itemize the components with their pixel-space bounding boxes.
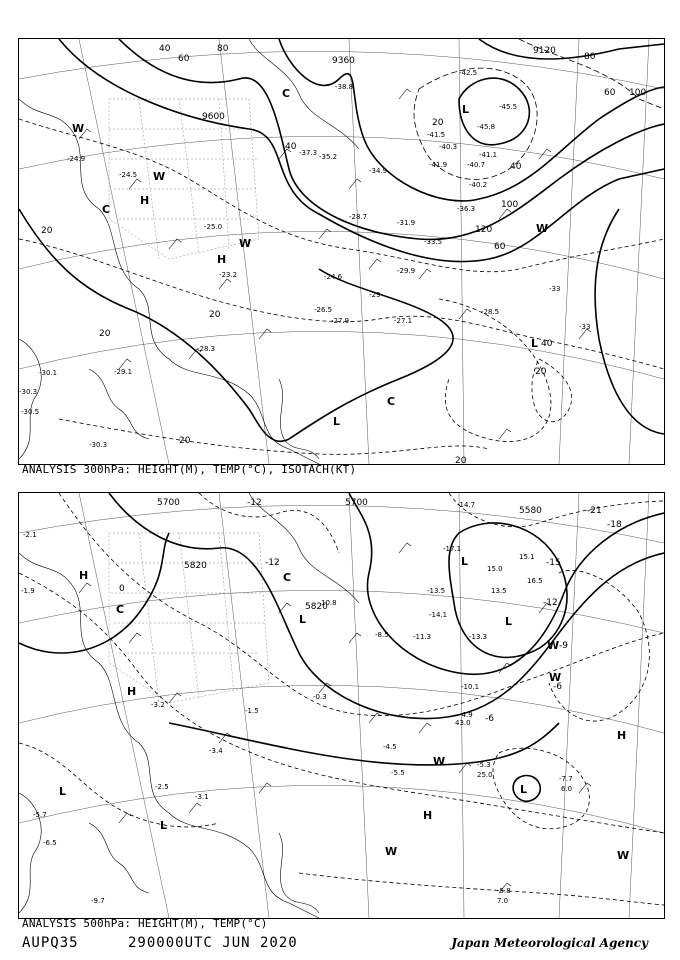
- temp-value: -30.1: [39, 369, 58, 377]
- warm-center: W: [72, 122, 85, 135]
- height-label: 9120: [533, 46, 556, 56]
- low-center: L: [333, 415, 341, 428]
- map-500hpa-canvas: [19, 493, 664, 918]
- temp-contour-label: -18: [607, 520, 622, 530]
- temp-value: -28.5: [481, 308, 500, 316]
- temp-value: -26.5: [314, 306, 333, 314]
- isotach-label: 40: [510, 162, 522, 172]
- coastlines: [19, 493, 359, 918]
- isotach-labels: [41, 44, 646, 464]
- high-center: H: [617, 729, 627, 742]
- wind-barbs: [79, 89, 591, 439]
- isotach-label: 40: [541, 339, 553, 349]
- temp-value: -33.5: [424, 238, 443, 246]
- temp-value: -11.3: [413, 633, 432, 641]
- warm-center: W: [549, 671, 562, 684]
- warm-center: W: [385, 845, 398, 858]
- temp-value: -2.1: [23, 531, 37, 539]
- temp-value: -27.9: [331, 317, 350, 325]
- temp-value: -7.7: [559, 775, 573, 783]
- isotach-label: 40: [159, 44, 171, 54]
- isotach-label: 20: [209, 310, 221, 320]
- isotach-label: 60: [494, 242, 506, 252]
- temp-contour-label: -6: [485, 714, 494, 724]
- isotach-label: 60: [178, 54, 190, 64]
- temp-value: -40.3: [439, 143, 458, 151]
- high-center: H: [423, 809, 433, 822]
- temp-value: -0.3: [313, 693, 327, 701]
- warm-center: W: [433, 755, 446, 768]
- temp-value: 13.5: [491, 587, 507, 595]
- temp-value: -17.1: [443, 545, 462, 553]
- temp-value: 7.0: [497, 897, 509, 905]
- temp-value: -13.5: [427, 587, 446, 595]
- map-300hpa-canvas: [19, 39, 664, 464]
- map-300hpa: [18, 38, 665, 465]
- temp-value: -30.5: [21, 408, 40, 416]
- low-center: L: [505, 615, 513, 628]
- temp-value: -5.7: [33, 811, 47, 819]
- high-center: H: [79, 569, 89, 582]
- isotach-label: 60: [604, 88, 616, 98]
- map-500hpa-caption: ANALYSIS 500hPa: HEIGHT(M), TEMP(°C): [22, 917, 268, 930]
- height-contours: [19, 39, 664, 441]
- temp-value: 15.1: [519, 553, 535, 561]
- temp-value: 10.8: [321, 599, 337, 607]
- low-center: L: [520, 783, 528, 796]
- warm-center: W: [547, 639, 560, 652]
- low-center: L: [461, 555, 469, 568]
- agency-name: Japan Meteorological Agency: [451, 936, 648, 950]
- temp-value: -25.0: [204, 223, 223, 231]
- temperature-contours: [19, 493, 664, 905]
- isotach-label: 20: [455, 456, 467, 464]
- height-label: 5700: [157, 498, 180, 508]
- temp-contour-label: -15: [546, 558, 561, 568]
- temp-value: -24.6: [324, 273, 343, 281]
- temp-value: -27.1: [394, 317, 413, 325]
- map-500hpa: [18, 492, 665, 919]
- isotach-label: 100: [501, 200, 519, 210]
- temp-value: -33: [549, 285, 561, 293]
- temp-value: -31.9: [397, 219, 416, 227]
- temp-value: -34.9: [369, 167, 388, 175]
- warm-center: W: [536, 222, 549, 235]
- isotach-label: 100: [629, 88, 647, 98]
- temp-value: -3.4: [209, 747, 223, 755]
- temp-value: -29.1: [114, 368, 133, 376]
- temp-contour-label: 0: [119, 584, 125, 594]
- temp-value: -24.9: [67, 155, 86, 163]
- temp-value: -30.3: [89, 441, 108, 449]
- temp-contour-label: -12: [247, 498, 262, 508]
- low-center: L: [462, 103, 470, 116]
- temp-value: -33: [579, 323, 591, 331]
- temp-value: -13.3: [469, 633, 488, 641]
- temp-value: -28.7: [349, 213, 368, 221]
- wind-barbs: [79, 543, 591, 893]
- temp-value: -42.5: [459, 69, 478, 77]
- high-center: H: [140, 194, 150, 207]
- temp-contour-label: -12: [543, 598, 558, 608]
- temp-value: -2.5: [155, 783, 169, 791]
- temp-value: -45.5: [499, 103, 518, 111]
- temp-contour-label: -9: [559, 641, 568, 651]
- temp-value: -5.3: [477, 761, 491, 769]
- cold-center: C: [282, 87, 291, 100]
- warm-center: W: [239, 237, 252, 250]
- temp-value: -30.3: [19, 388, 38, 396]
- isotach-label: 80: [584, 52, 596, 62]
- temp-value: -10.1: [461, 683, 480, 691]
- temp-value: -41.1: [479, 151, 498, 159]
- temp-value: -29.9: [397, 267, 416, 275]
- temp-value: -8.5: [375, 631, 389, 639]
- cold-center: C: [283, 571, 292, 584]
- warm-center: W: [617, 849, 630, 862]
- temp-value: -36.3: [457, 205, 476, 213]
- high-center: H: [217, 253, 227, 266]
- temp-value: -1.5: [245, 707, 259, 715]
- pressure-centers: [72, 87, 548, 428]
- temp-value: -9.7: [91, 897, 105, 905]
- warm-center: W: [153, 170, 166, 183]
- temp-contour-label: -6: [553, 682, 562, 692]
- height-label: 5700: [345, 498, 368, 508]
- temp-value: -28.3: [197, 345, 216, 353]
- temp-value: -45.8: [477, 123, 496, 131]
- temp-value: -5.5: [391, 769, 405, 777]
- temp-value: -35.2: [319, 153, 338, 161]
- coastlines: [19, 39, 359, 464]
- low-center: L: [299, 613, 307, 626]
- temperature-contours: [19, 39, 664, 454]
- height-label: 5580: [519, 506, 542, 516]
- temp-value: -3.2: [151, 701, 165, 709]
- station-temperatures: [19, 69, 590, 449]
- height-label: 9600: [202, 112, 225, 122]
- temp-value: 15.0: [487, 565, 503, 573]
- temp-value: 16.5: [527, 577, 543, 585]
- temp-value: -1.9: [21, 587, 35, 595]
- temp-contour-label: -12: [265, 558, 280, 568]
- height-label: 9360: [332, 56, 355, 66]
- height-label: 5820: [184, 561, 207, 571]
- temp-value: -29: [369, 291, 381, 299]
- isotach-label: 120: [475, 225, 493, 235]
- low-center: L: [59, 785, 67, 798]
- isotach-label: 20: [41, 226, 53, 236]
- cold-center: C: [116, 603, 125, 616]
- temp-value: 25.0: [477, 771, 493, 779]
- temp-value: -37.3: [299, 149, 318, 157]
- valid-time: 290000UTC JUN 2020: [128, 935, 298, 951]
- high-center: H: [127, 685, 137, 698]
- low-center: L: [160, 819, 168, 832]
- temp-value: -38.8: [335, 83, 354, 91]
- isotach-label: 20: [99, 329, 111, 339]
- temp-value: -3.1: [195, 793, 209, 801]
- product-code: AUPQ35: [22, 935, 79, 951]
- map-300hpa-caption: ANALYSIS 300hPa: HEIGHT(M), TEMP(°C), ISOTACH(KT): [22, 463, 357, 476]
- temp-value: -23.2: [219, 271, 238, 279]
- height-label: 5820: [305, 602, 328, 612]
- temp-value: -6.5: [43, 839, 57, 847]
- low-center: L: [531, 337, 539, 350]
- cold-center: C: [387, 395, 396, 408]
- isotach-label: 20: [535, 367, 547, 377]
- temp-value: -4.5: [383, 743, 397, 751]
- hatched-region: [109, 99, 259, 259]
- temp-value: -4.9: [459, 711, 473, 719]
- temp-contour-label: -21: [587, 506, 602, 516]
- height-labels: [157, 498, 542, 612]
- temp-value: -41.9: [429, 161, 448, 169]
- isotach-label: 20: [179, 436, 191, 446]
- temp-value: 6.0: [561, 785, 573, 793]
- temp-value: -5.8: [497, 887, 511, 895]
- temp-value: -24.5: [119, 171, 138, 179]
- temperature-contour-labels: [119, 498, 622, 724]
- temp-value: -14.1: [429, 611, 448, 619]
- temp-value: -14.7: [457, 501, 476, 509]
- isotach-label: 40: [285, 142, 297, 152]
- isotach-label: 20: [432, 118, 444, 128]
- isotach-label: 80: [217, 44, 229, 54]
- temp-value: -41.5: [427, 131, 446, 139]
- temp-value: -40.7: [467, 161, 486, 169]
- cold-center: C: [102, 203, 111, 216]
- temp-value: 43.0: [455, 719, 471, 727]
- temp-value: -40.2: [469, 181, 488, 189]
